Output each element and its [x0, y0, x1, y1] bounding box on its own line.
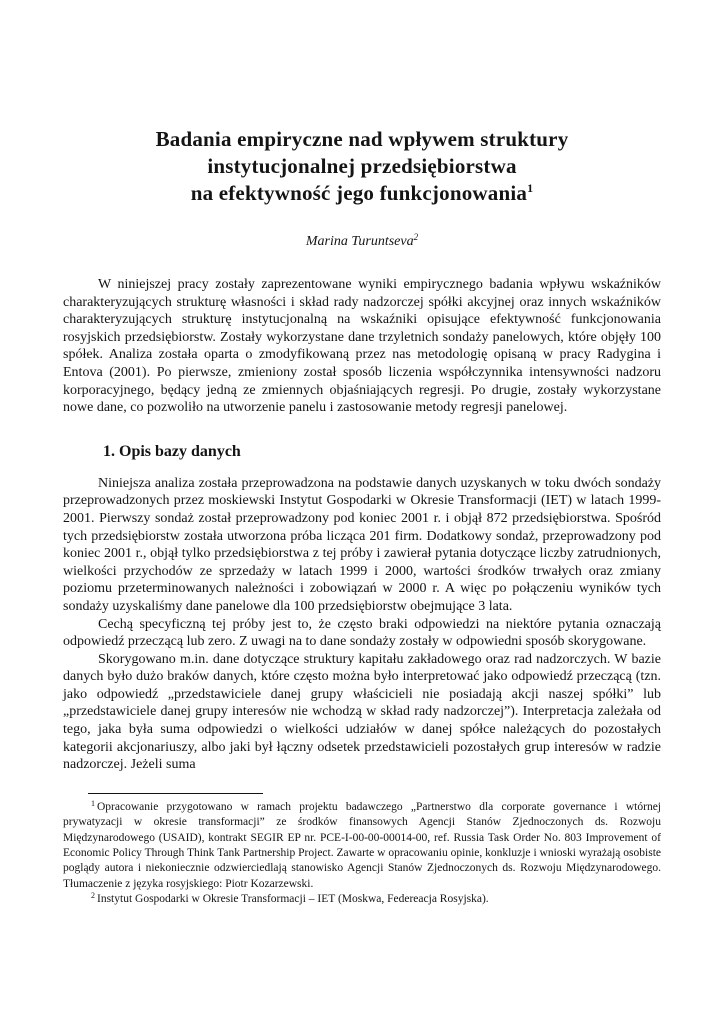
- footnote-1-marker: 1: [91, 798, 95, 808]
- title-line-1: Badania empiryczne nad wpływem struktury: [155, 127, 569, 151]
- footnote-block: [63, 793, 661, 908]
- title-line-2: instytucjonalnej przedsiębiorstwa: [207, 154, 517, 178]
- footnote-1: [63, 800, 661, 892]
- body-text: [63, 276, 661, 774]
- footnote-separator: [88, 793, 263, 794]
- paper-title: [63, 126, 661, 210]
- title-line-3-text: na efektywność jego funkcjonowania: [190, 181, 528, 205]
- footnote-2-marker: 2: [91, 891, 95, 901]
- body-paragraph-2: Cechą specyficzną tej próby jest to, że często braki odpowiedzi na niektóre pytania oznaczają odpowiedź przeczącą lub zero. Z uwagi na to dane sondaży zostały w odpowiedni sposób skorygowane.: [63, 616, 661, 650]
- author-line: [63, 233, 661, 251]
- footnote-2: [63, 892, 661, 907]
- title-line-3: [63, 180, 661, 210]
- author-name: Marina Turuntseva: [305, 234, 414, 249]
- title-footnote-ref: 1: [527, 181, 534, 195]
- intro-paragraph: W niniejszej pracy zostały zaprezentowane wyniki empirycznego badania wpływu wskaźników charakteryzujących strukturę własności i skład rady nadzorczej spółki akcyjnej oraz innych wskaźników charakteryzujących strukturę instytucjonalną na wskaźniki opisujące efektywność funkcjonowania rosyjskich przedsiębiorstw. Zostały wykorzystane dane trzyletnich sondaży panelowych, które objęły 100 spółek. Analiza została oparta o zmodyfikowaną przez nas metodologię opisaną w pracy Radygina i Entova (2001). Po pierwsze, zmieniony został sposób liczenia współczynnika intensywności nadzoru korporacyjnego, będący jedną ze zmiennych objaśniających regresji. Po drugie, zostały wykorzystane nowe dane, co pozwoliło na utworzenie panelu i zastosowanie metody regresji panelowej.: [63, 277, 661, 416]
- body-paragraph-3: Skorygowano m.in. dane dotyczące struktury kapitału zakładowego oraz rad nadzorczych. W bazie danych było dużo braków danych, które często można było interpretować jako odpowiedź przeczącą (tzn. jako odpowiedź „przedstawiciele danej grupy właścicieli nie posiadają akcji naszej spółki” lub „przedstawiciele danej grupy interesów nie wchodzą w skład rady nadzorczej”). Interpretacja zależała od tego, jaka była suma odpowiedzi o wielkości udziałów w danej spółce należących do pozostałych kategorii akcjonariuszy, albo jaki był łączny odsetek przedstawicieli pozostałych grup interesów w radzie nadzorczej. Jeżeli suma: [63, 651, 661, 773]
- footnote-2-text: Instytut Gospodarki w Okresie Transformacji – IET (Moskwa, Federeacja Rosyjska).: [97, 893, 489, 906]
- section-heading: 1. Opis bazy danych: [103, 442, 241, 460]
- body-paragraph-1: Niniejsza analiza została przeprowadzona na podstawie danych uzyskanych w toku dwóch sondaży przeprowadzonych przez moskiewski Instytut Gospodarki w Okresie Transformacji (IET) w latach 1999-2001. Pierwszy sondaż został przeprowadzony pod koniec 2001 r. i objął 872 przedsiębiorstwa. Spośród tych przedsiębiorstw została utworzona próba licząca 201 firm. Dodatkowy sondaż, przeprowadzony pod koniec 2001 r., objął tylko przedsiębiorstwa z tej próby i zawierał pytania dotyczące liczby zatrudnionych, wielkości przychodów ze sprzedaży w latach 1999 i 2000, wartości środków trwałych oraz zmiany poziomu przeterminowanych należności i zobowiązań w 2000 r. A więc po połączeniu wyników tych sondaży uzyskaliśmy dane panelowe dla 100 przedsiębiorstw obejmujące 3 lata.: [63, 475, 661, 614]
- footnote-1-text: Opracowanie przygotowano w ramach projektu badawczego „Partnerstwo dla corporate governance i wtórnej prywatyzacji w okresie transformacji” ze środków finansowych Agencji Stanów Zjednoczonych ds. Rozwoju Międzynarodowego (USAID), kontrakt SEGIR EP nr. PCE-I-00-00-00014-00, ref. Russia Task Order No. 803 Improvement of Economic Policy Through Think Tank Partnership Project. Zawarte w opracowaniu opinie, konkluzje i wnioski wyrażają osobiste poglądy autora i niekoniecznie odzwierciedlają stanowisko Agencji Stanów Zjednoczonych ds. Rozwoju Międzynarodowego. Tłumaczenie z języka rosyjskiego: Piotr Kozarzewski.: [63, 800, 661, 890]
- author-footnote-ref: 2: [413, 232, 419, 242]
